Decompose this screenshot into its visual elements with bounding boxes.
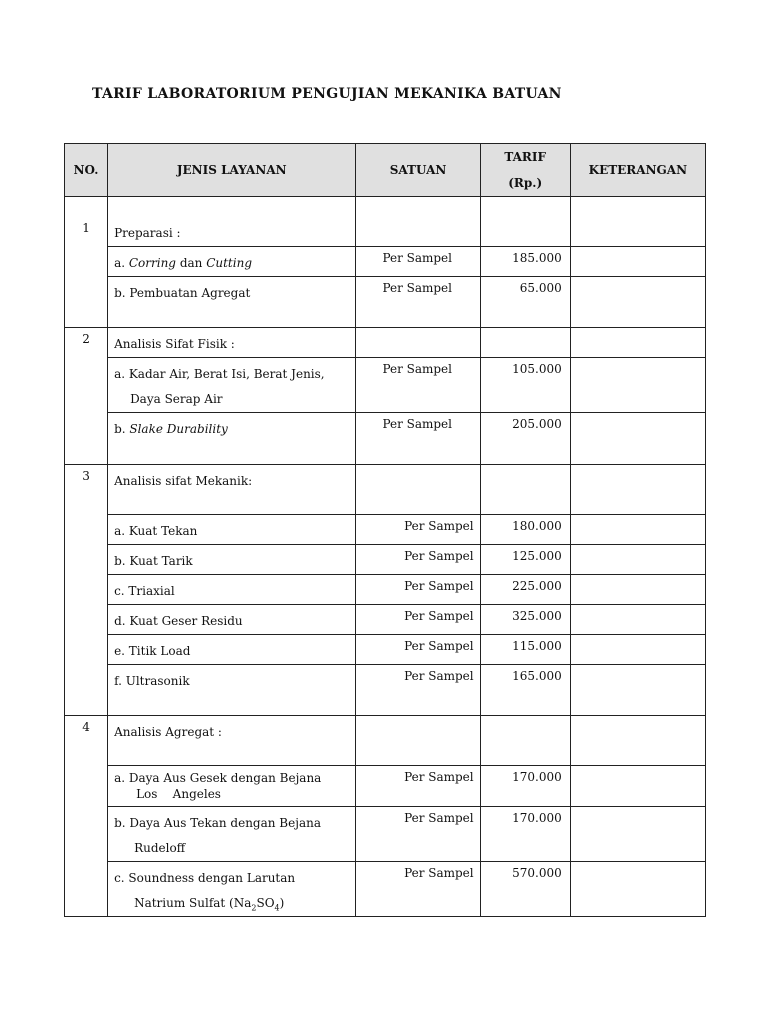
item-label: b. Kuat Tarik	[108, 545, 356, 575]
item-keterangan	[570, 575, 705, 605]
table-row	[65, 862, 706, 917]
item-label: c. Soundness dengan Larutan Natrium Sulfat $(Na_2SO_4)$	[108, 862, 356, 917]
table-row	[65, 635, 706, 665]
table-header-row	[65, 144, 706, 197]
item-satuan: Per Sampel	[356, 247, 480, 277]
item-satuan: Per Sampel	[356, 766, 480, 807]
item-tarif: 170.000	[480, 807, 570, 862]
item-tarif: 170.000	[480, 766, 570, 807]
item-keterangan	[570, 807, 705, 862]
item-satuan: Per Sampel	[356, 515, 480, 545]
tariff-table	[64, 143, 706, 917]
item-label: e. Titik Load	[108, 635, 356, 665]
table-row	[65, 766, 706, 807]
table-row	[65, 247, 706, 277]
group-title: Analisis sifat Mekanik:	[108, 465, 356, 515]
item-tarif: 115.000	[480, 635, 570, 665]
table-row	[65, 545, 706, 575]
item-keterangan	[570, 515, 705, 545]
table-row	[65, 413, 706, 465]
item-satuan: Per Sampel	[356, 545, 480, 575]
item-tarif: 180.000	[480, 515, 570, 545]
item-keterangan	[570, 277, 705, 328]
item-keterangan	[570, 358, 705, 413]
header-tarif-label: TARIF	[504, 150, 547, 164]
item-tarif: 185.000	[480, 247, 570, 277]
item-tarif: 205.000	[480, 413, 570, 465]
header-tarif-unit: (Rp.)	[508, 176, 543, 190]
item-keterangan	[570, 862, 705, 917]
table-row	[65, 665, 706, 716]
item-label: b. Slake Durability	[108, 413, 356, 465]
item-satuan: Per Sampel	[356, 665, 480, 716]
group-number: 4	[65, 716, 108, 917]
item-satuan: Per Sampel	[356, 635, 480, 665]
table-row	[65, 197, 706, 247]
item-label: a. Daya Aus Gesek dengan Bejana Los Angeles	[108, 766, 356, 807]
group-title: Analisis Agregat :	[108, 716, 356, 766]
group-number: 2	[65, 328, 108, 465]
group-title: Preparasi :	[108, 197, 356, 247]
item-keterangan	[570, 605, 705, 635]
table-row	[65, 328, 706, 358]
header-satuan: SATUAN	[356, 144, 480, 197]
item-label: f. Ultrasonik	[108, 665, 356, 716]
item-label: c. Triaxial	[108, 575, 356, 605]
item-satuan: Per Sampel	[356, 358, 480, 413]
table-row	[65, 465, 706, 515]
table-row	[65, 605, 706, 635]
item-keterangan	[570, 665, 705, 716]
item-tarif: 65.000	[480, 277, 570, 328]
item-satuan: Per Sampel	[356, 413, 480, 465]
item-keterangan	[570, 247, 705, 277]
item-satuan: Per Sampel	[356, 605, 480, 635]
item-satuan: Per Sampel	[356, 862, 480, 917]
item-tarif: 165.000	[480, 665, 570, 716]
item-tarif: 105.000	[480, 358, 570, 413]
item-satuan: Per Sampel	[356, 277, 480, 328]
table-row	[65, 716, 706, 766]
item-label: a. Kuat Tekan	[108, 515, 356, 545]
table-row	[65, 515, 706, 545]
header-keterangan: KETERANGAN	[570, 144, 705, 197]
table-row	[65, 807, 706, 862]
item-label: b. Daya Aus Tekan dengan Bejana Rudeloff	[108, 807, 356, 862]
group-number: 3	[65, 465, 108, 716]
item-satuan: Per Sampel	[356, 807, 480, 862]
item-label: a. Corring dan Cutting	[108, 247, 356, 277]
group-title: Analisis Sifat Fisik :	[108, 328, 356, 358]
item-satuan: Per Sampel	[356, 575, 480, 605]
item-keterangan	[570, 413, 705, 465]
table-row	[65, 277, 706, 328]
item-tarif: 125.000	[480, 545, 570, 575]
item-keterangan	[570, 635, 705, 665]
item-label: d. Kuat Geser Residu	[108, 605, 356, 635]
item-label: a. Kadar Air, Berat Isi, Berat Jenis, Daya Serap Air	[108, 358, 356, 413]
item-label: b. Pembuatan Agregat	[108, 277, 356, 328]
item-tarif: 325.000	[480, 605, 570, 635]
item-keterangan	[570, 766, 705, 807]
table-row	[65, 358, 706, 413]
header-tarif	[480, 144, 570, 197]
table-row	[65, 575, 706, 605]
header-jenis-layanan: JENIS LAYANAN	[108, 144, 356, 197]
group-number: 1	[65, 197, 108, 328]
item-tarif: 225.000	[480, 575, 570, 605]
page-title: TARIF LABORATORIUM PENGUJIAN MEKANIKA BATUAN	[92, 86, 562, 102]
header-no: NO.	[65, 144, 108, 197]
item-keterangan	[570, 545, 705, 575]
item-tarif: 570.000	[480, 862, 570, 917]
